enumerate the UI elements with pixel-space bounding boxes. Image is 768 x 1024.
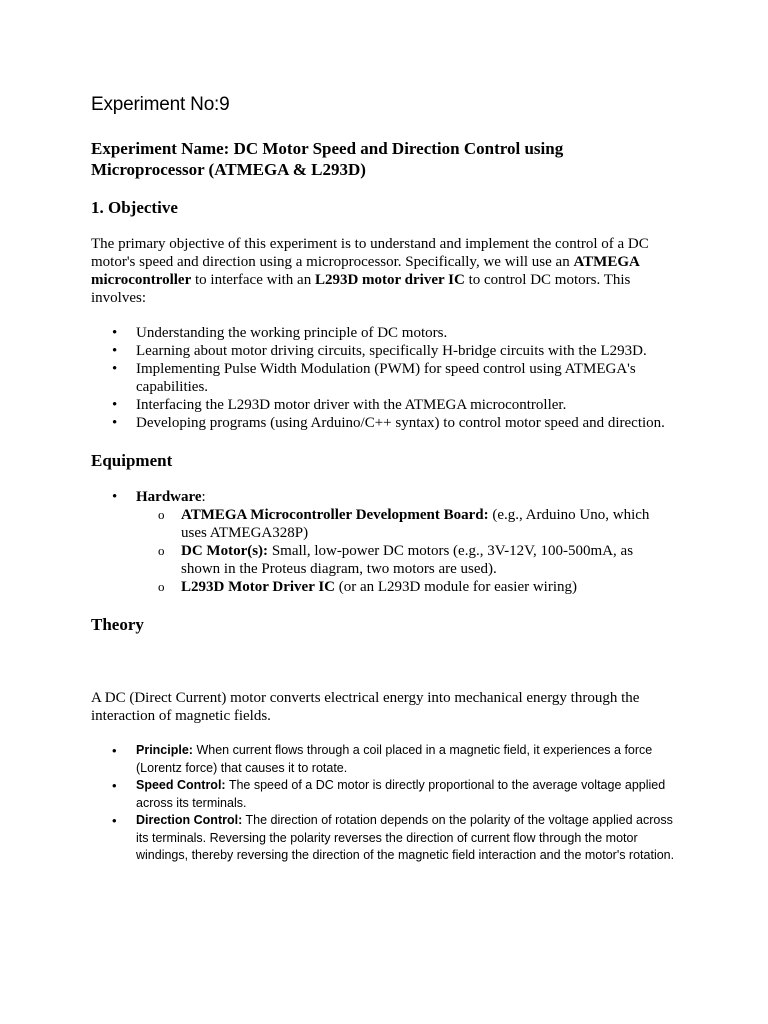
- list-item: [91, 742, 681, 777]
- theory-item-text: The speed of a DC motor is directly proportional to the average voltage applied across its terminals.: [136, 778, 666, 810]
- sub-item-bold: DC Motor(s):: [181, 543, 269, 559]
- theory-item-bold: Direction Control:: [136, 813, 243, 827]
- bullet-icon: •: [112, 343, 118, 359]
- bullet-icon: •: [112, 489, 118, 505]
- theory-item-bold: Principle:: [136, 743, 193, 757]
- list-item: [91, 324, 691, 342]
- sub-item-bold: ATMEGA Microcontroller Development Board:: [181, 507, 489, 523]
- sub-list-item: [136, 578, 691, 596]
- sub-item-bold: L293D Motor Driver IC: [181, 579, 335, 595]
- bullet-icon: •: [112, 325, 118, 341]
- bullet-icon: •: [112, 813, 117, 828]
- hardware-sublist: [136, 506, 691, 596]
- objective-intro-e: to control DC motors. This involves:: [91, 272, 631, 306]
- objective-heading: 1. Objective: [91, 198, 178, 217]
- sub-item-text: (e.g., Arduino Uno, which uses ATMEGA328P): [181, 507, 650, 541]
- theory-heading: Theory: [91, 615, 144, 634]
- equipment-heading: Equipment: [91, 451, 173, 470]
- circle-bullet-icon: o: [158, 507, 165, 522]
- experiment-number: Experiment No:9: [91, 94, 230, 115]
- objective-intro-b: ATMEGA microcontroller: [91, 254, 640, 288]
- list-item-text: Developing programs (using Arduino/C++ syntax) to control motor speed and direction.: [136, 415, 665, 431]
- sub-item-text: (or an L293D module for easier wiring): [335, 579, 578, 595]
- bullet-icon: •: [112, 778, 117, 793]
- bullet-icon: •: [112, 361, 118, 377]
- list-item-text: Learning about motor driving circuits, specifically H-bridge circuits with the L293D.: [136, 343, 647, 359]
- bullet-icon: •: [112, 743, 117, 758]
- objective-intro-a: The primary objective of this experiment is to understand and implement the control of a DC motor's speed and direction using a microprocessor. Specifically, we will use an: [91, 236, 649, 270]
- list-item-text: Understanding the working principle of DC motors.: [136, 325, 448, 341]
- theory-item-text: The direction of rotation depends on the polarity of the voltage applied across its terminals. Reversing the polarity reverses the direction of current flow through the motor windings, thereby reversing the direction of the magnetic field interaction and the motor's rotation.: [136, 813, 675, 862]
- experiment-name-line2: Microprocessor (ATMEGA & L293D): [91, 160, 366, 179]
- list-item: [91, 396, 691, 414]
- list-item: [91, 812, 681, 865]
- list-item-text: Interfacing the L293D motor driver with the ATMEGA microcontroller.: [136, 397, 567, 413]
- objective-list: [91, 324, 691, 432]
- hardware-label: Hardware: [136, 489, 202, 505]
- theory-intro: A DC (Direct Current) motor converts electrical energy into mechanical energy through the interaction of magnetic fields.: [91, 690, 640, 724]
- sub-item-text: Small, low-power DC motors (e.g., 3V-12V, 100-500mA, as shown in the Proteus diagram, two motors are used).: [181, 543, 634, 577]
- objective-intro-c: to interface with an: [191, 272, 315, 288]
- sub-list-item: [136, 506, 691, 542]
- equipment-list: [91, 488, 691, 596]
- list-item: [91, 360, 691, 396]
- objective-paragraph: [91, 235, 676, 307]
- list-item: [91, 342, 691, 360]
- objective-intro-d: L293D motor driver IC: [314, 272, 465, 288]
- sub-list-item: [136, 542, 691, 578]
- bullet-icon: •: [112, 397, 118, 413]
- list-item: [91, 777, 681, 812]
- theory-item-bold: Speed Control:: [136, 778, 226, 792]
- list-item-hardware: [91, 488, 691, 596]
- circle-bullet-icon: o: [158, 579, 165, 594]
- bullet-icon: •: [112, 415, 118, 431]
- theory-item-text: When current flows through a coil placed in a magnetic field, it experiences a force (Lorentz force) that causes it to rotate.: [136, 743, 653, 775]
- circle-bullet-icon: o: [158, 543, 165, 558]
- theory-list: [91, 742, 681, 865]
- experiment-name-line1: Experiment Name: DC Motor Speed and Direction Control using: [91, 139, 564, 158]
- list-item: [91, 414, 691, 432]
- list-item-text: Implementing Pulse Width Modulation (PWM) for speed control using ATMEGA's capabilities.: [136, 361, 636, 395]
- hardware-colon: :: [201, 489, 206, 505]
- experiment-name: [91, 138, 681, 180]
